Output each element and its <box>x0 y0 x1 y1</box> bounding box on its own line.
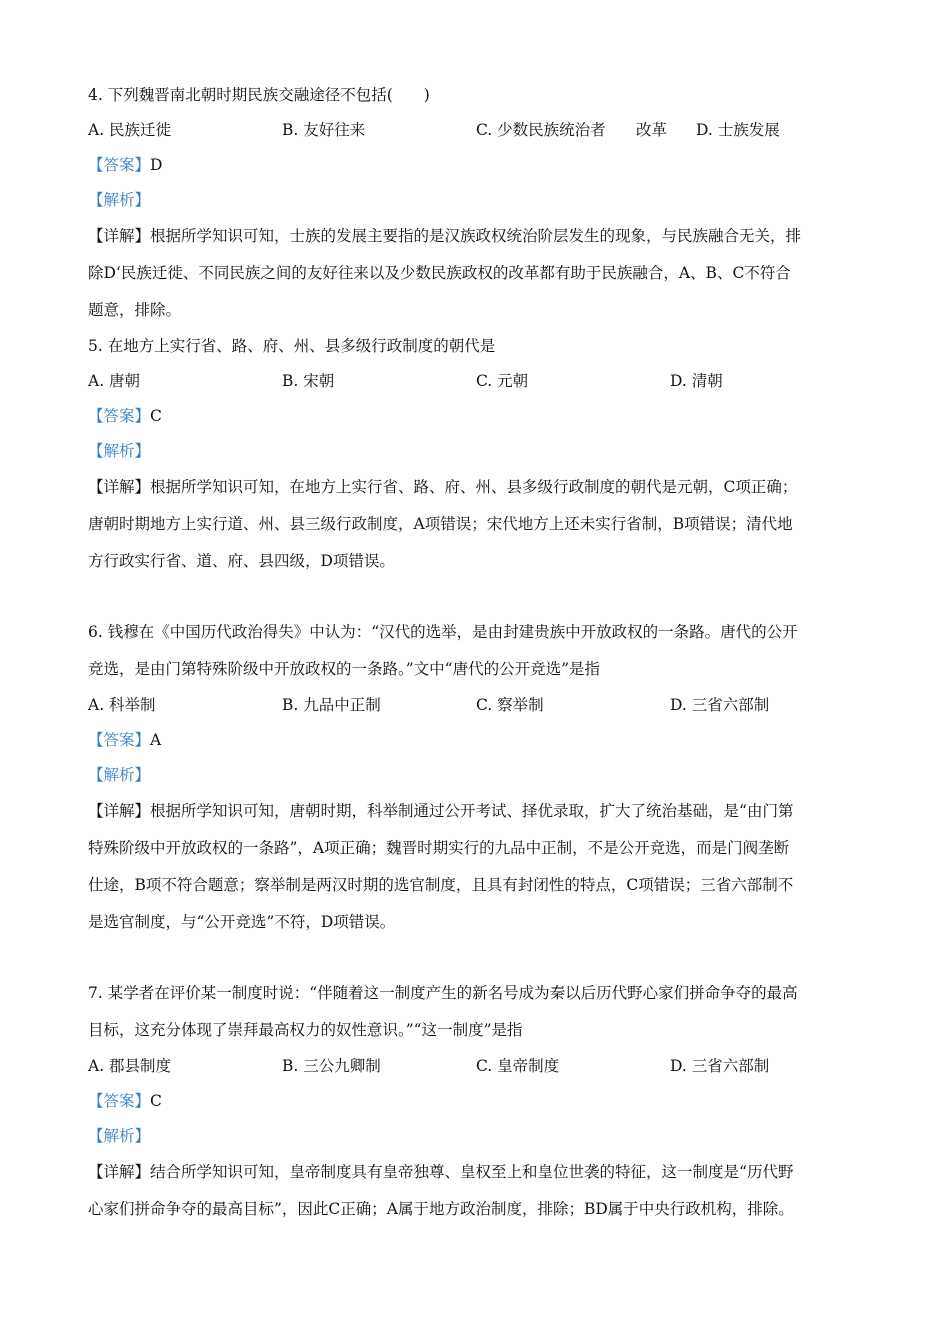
option-c: C. 少数民族统治者 <box>476 121 606 139</box>
option-c: C. 察举制 <box>476 696 544 714</box>
answer-line <box>88 148 863 183</box>
option-c: C. 皇帝制度 <box>476 1057 560 1075</box>
analysis-label: 【解析】 <box>88 1127 151 1145</box>
detail-text: 结合所学知识可知，皇帝制度具有皇帝独尊、皇权至上和皇位世袭的特征，这一制度是“历代野 <box>150 1163 794 1181</box>
detail-line: 仕途，B项不符合题意；察举制是两汉时期的选官制度，且具有封闭性的特点，C项错误；三省六部制不 <box>88 876 794 894</box>
option-a: A. 郡县制度 <box>88 1057 172 1075</box>
question-number: 7. <box>88 984 103 1002</box>
options-row <box>88 688 863 723</box>
analysis-label: 【解析】 <box>88 766 151 784</box>
option-d: D. 三省六部制 <box>670 1057 770 1075</box>
option-a: A. 科举制 <box>88 696 156 714</box>
document-page <box>88 78 863 1228</box>
answer-line <box>88 1084 863 1119</box>
question-7 <box>88 975 863 1228</box>
detail-line: 唐朝时期地方上实行道、州、县三级行政制度，A项错误；宋代地方上还未实行省制，B项错误；清代地 <box>88 515 793 533</box>
detail-line <box>88 218 863 255</box>
detail-line <box>88 793 863 830</box>
detail-line: 心家们拼命争夺的最高目标”，因此C正确；A属于地方政治制度，排除；BD属于中央行政机构，排除。 <box>88 1200 794 1218</box>
answer-value: C <box>150 1092 162 1110</box>
detail-line: 特殊阶级中开放政权的一条路”，A项正确；魏晋时期实行的九品中正制，不是公开竞选，而是门阀垄断 <box>88 839 790 857</box>
stem-line: 在地方上实行省、路、府、州、县多级行政制度的朝代是 <box>107 337 496 355</box>
options-row <box>88 1049 863 1084</box>
question-stem <box>88 975 863 1012</box>
answer-label: 【答案】 <box>88 1092 151 1110</box>
option-b: B. 宋朝 <box>282 372 335 390</box>
options-row <box>88 364 863 399</box>
detail-text: 根据所学知识可知，在地方上实行省、路、府、州、县多级行政制度的朝代是元朝，C项正确； <box>150 478 798 496</box>
option-d: D. 清朝 <box>670 372 723 390</box>
answer-label: 【答案】 <box>88 731 151 749</box>
stem-line: 目标，这充分体现了崇拜最高权力的奴性意识。”“这一制度”是指 <box>88 1021 523 1039</box>
question-number: 6. <box>88 623 103 641</box>
answer-line <box>88 399 863 434</box>
option-a: A. 民族迁徙 <box>88 121 172 139</box>
answer-label: 【答案】 <box>88 407 151 425</box>
detail-line: 除D‘民族迁徙、不同民族之间的友好往来以及少数民族政权的改革都有助于民族融合，A、B、C不符合 <box>88 264 791 282</box>
detail-line: 是选官制度，与“公开竞选”不符，D项错误。 <box>88 913 396 931</box>
answer-label: 【答案】 <box>88 156 151 174</box>
option-c-continued: 改革 <box>636 121 668 139</box>
answer-value: A <box>150 731 162 749</box>
answer-value: D <box>150 156 163 174</box>
option-b: B. 友好往来 <box>282 121 366 139</box>
detail-line <box>88 469 863 506</box>
analysis-label: 【解析】 <box>88 442 151 460</box>
spacer <box>88 580 863 614</box>
stem-line: 钱穆在《中国历代政治得失》中认为：“汉代的选举，是由封建贵族中开放政权的一条路。唐代的公开 <box>107 623 798 641</box>
question-6 <box>88 614 863 941</box>
detail-label: 【详解】 <box>88 802 151 820</box>
detail-line: 方行政实行省、道、府、县四级，D项错误。 <box>88 552 395 570</box>
answer-line <box>88 723 863 758</box>
analysis-label: 【解析】 <box>88 191 151 209</box>
analysis-line <box>88 1119 863 1154</box>
analysis-line <box>88 183 863 218</box>
question-5 <box>88 329 863 580</box>
option-a: A. 唐朝 <box>88 372 141 390</box>
detail-text: 根据所学知识可知，唐朝时期，科举制通过公开考试、择优录取，扩大了统治基础，是“由门第 <box>150 802 794 820</box>
question-number: 4. <box>88 86 103 104</box>
option-d: D. 士族发展 <box>696 121 780 139</box>
answer-value: C <box>150 407 162 425</box>
spacer <box>88 941 863 975</box>
question-number: 5. <box>88 337 103 355</box>
option-d: D. 三省六部制 <box>670 696 770 714</box>
detail-text: 根据所学知识可知，士族的发展主要指的是汉族政权统治阶层发生的现象，与民族融合无关，排 <box>150 227 802 245</box>
analysis-line <box>88 434 863 469</box>
question-stem <box>88 78 863 113</box>
detail-line <box>88 1154 863 1191</box>
option-b: B. 九品中正制 <box>282 696 381 714</box>
stem-line: 下列魏晋南北朝时期民族交融途径不包括( ) <box>107 86 430 104</box>
option-c: C. 元朝 <box>476 372 529 390</box>
stem-line: 竞选，是由门第特殊阶级中开放政权的一条路。”文中“唐代的公开竞选”是指 <box>88 660 601 678</box>
question-stem <box>88 614 863 651</box>
question-stem <box>88 329 863 364</box>
option-b: B. 三公九卿制 <box>282 1057 381 1075</box>
detail-line: 题意，排除。 <box>88 301 182 319</box>
analysis-line <box>88 758 863 793</box>
detail-label: 【详解】 <box>88 478 151 496</box>
question-4 <box>88 78 863 329</box>
detail-label: 【详解】 <box>88 1163 151 1181</box>
detail-label: 【详解】 <box>88 227 151 245</box>
stem-line: 某学者在评价某一制度时说：“伴随着这一制度产生的新名号成为秦以后历代野心家们拼命争夺的最高 <box>107 984 798 1002</box>
options-row <box>88 113 863 148</box>
